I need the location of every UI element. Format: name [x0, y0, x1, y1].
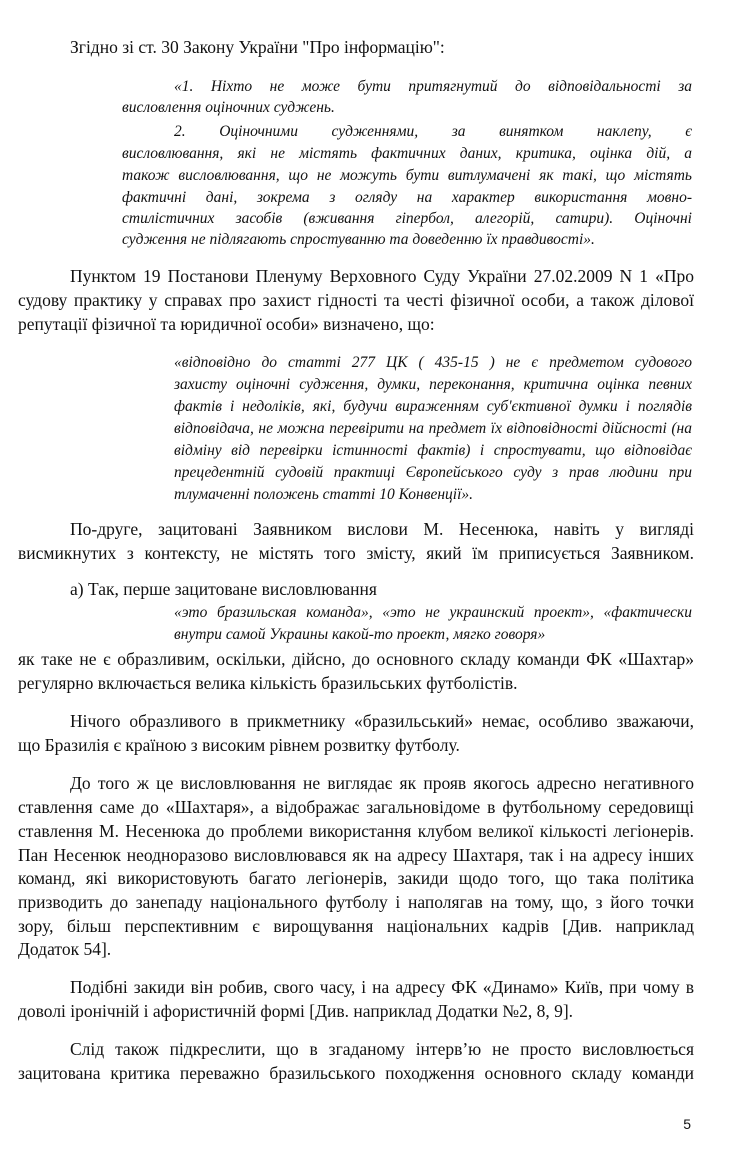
quote-line: тлумаченні положень статті 10 Конвенції».: [174, 486, 474, 503]
page-number: 5: [683, 1116, 691, 1132]
text-line: Додаток 54].: [18, 939, 112, 959]
text-line: зору, більш перспективним є вирощування національних кадрів [Див. наприклад: [18, 916, 694, 936]
text-line: як таке не є образливим, оскільки, дійсно, до основного складу команди ФК «Шахтар»: [18, 649, 694, 669]
quote-line: 2. Оціночними судженнями, за винятком наклепу, є: [174, 123, 692, 140]
quote-line: відміну від перевірки істинності фактів) і спростувати, що відповідає: [174, 442, 692, 459]
text-line: репутації фізичної та юридичної особи» визначено, що:: [18, 314, 435, 334]
text-line: Пан Несенюк неодноразово висловлювався як на адресу Шахтаря, так і на адресу інших: [18, 845, 694, 865]
text-line: що Бразилія є країною з високим рівнем розвитку футболу.: [18, 735, 460, 755]
quote-line: висловлення оціночних суджень.: [122, 99, 335, 116]
text-line: Нічого образливого в прикметнику «бразильський» немає, особливо зважаючи,: [70, 711, 694, 731]
quote-line: прецедентній судовій практиці Європейського суду з прав людини при: [174, 464, 692, 481]
text-line: а) Так, перше зацитоване висловлювання: [70, 579, 377, 599]
quote-line: стилістичних засобів (вживання гіпербол, алегорій, сатири). Оціночні: [122, 210, 692, 227]
text-line: Згідно зі ст. 30 Закону України "Про інформацію":: [70, 37, 445, 57]
text-line: судову практику у справах про захист гідності та честі фізичної особи, а також ділової: [18, 290, 694, 310]
text-line: призводить до занепаду національного футболу і наполягав на тому, що, з його точки: [18, 892, 694, 912]
text-line: регулярно включається велика кількість бразильських футболістів.: [18, 673, 518, 693]
text-line: По-друге, зацитовані Заявником вислови М. Несенюка, навіть у вигляді: [70, 519, 694, 539]
quote-line: внутри самой Украины какой-то проект, мягко говоря»: [174, 626, 546, 643]
text-line: До того ж це висловлювання не виглядає як прояв якогось адресно негативного: [70, 773, 694, 793]
text-line: Подібні закиди він робив, свого часу, і на адресу ФК «Динамо» Київ, при чому в: [70, 977, 694, 997]
text-line: висмикнутих з контексту, не містять того змісту, який їм приписується Заявником.: [18, 543, 694, 563]
text-line: Пунктом 19 Постанови Пленуму Верховного Суду України 27.02.2009 N 1 «Про: [70, 266, 694, 286]
quote-line: захисту оціночні судження, думки, переконання, критична оцінка певних: [174, 376, 692, 393]
quote-line: також висловлювання, що не можуть бути витлумачені як такі, що містять: [122, 167, 692, 184]
quote-line: судження не підлягають спростуванню та доведенню їх правдивості».: [122, 231, 595, 248]
quote-line: «1. Ніхто не може бути притягнутий до відповідальності за: [174, 78, 692, 95]
quote-line: «это бразильская команда», «это не украинский проект», «фактически: [174, 604, 692, 621]
text-line: команд, які використовують багато легіонерів, закиди щодо того, що така політика: [18, 868, 694, 888]
quote-line: відповідача, не можна перевірити на предмет їх відповідності дійсності (на: [174, 420, 692, 437]
text-line: ставлення саме до «Шахтаря», а відображає загальновідоме в футбольному середовищі: [18, 797, 694, 817]
text-line: доволі іронічній і афористичній формі [Див. наприклад Додатки №2, 8, 9].: [18, 1001, 574, 1021]
quote-line: «відповідно до статті 277 ЦК ( 435-15 ) не є предметом судового: [174, 354, 692, 371]
text-line: Слід також підкреслити, що в згаданому інтерв’ю не просто висловлюється: [70, 1039, 694, 1059]
quote-line: фактів і недоліків, які, будучи вираженням суб'єктивної думки і поглядів: [174, 398, 692, 415]
text-line: ставлення М. Несенюка до проблеми використання клубом великої кількості легіонерів.: [18, 821, 694, 841]
quote-line: фактичні дані, зокрема з огляду на характер використання мовно-: [122, 189, 692, 206]
text-line: зацитована критика переважно бразильського походження основного складу команди: [18, 1063, 694, 1083]
quote-line: висловлювання, які не містять фактичних даних, критика, оцінка дій, а: [122, 145, 692, 162]
